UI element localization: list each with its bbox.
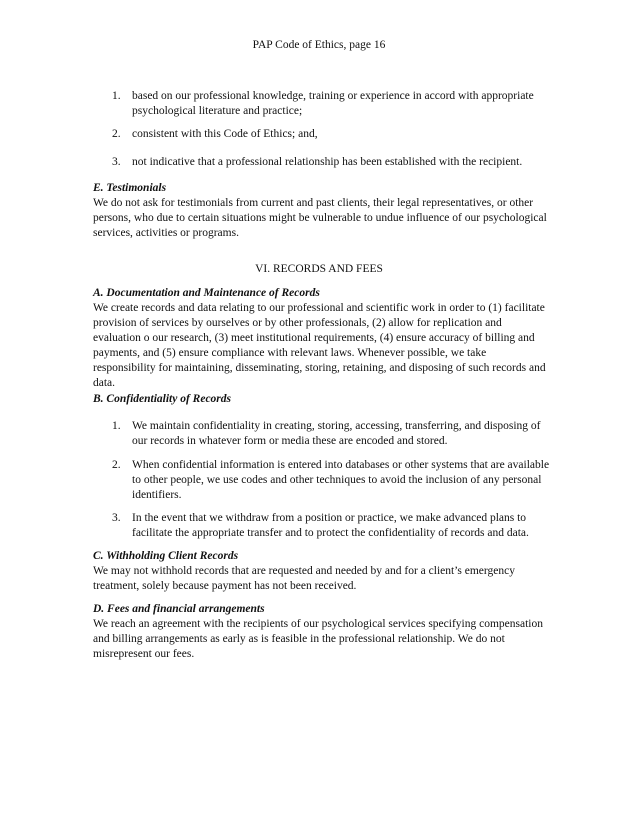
list-text: In the event that we withdraw from a position or practice, we make advanced plans to facilitate the appropriate transfer and to protect the confidentiality of records and data. — [132, 512, 529, 539]
section-body: We do not ask for testimonials from current and past clients, their legal representatives, or other persons, who due to certain situations might be vulnerable to undue influence of our psychological services, activities or programs. — [93, 197, 547, 239]
list-text: We maintain confidentiality in creating, storing, accessing, transferring, and disposing of our records in whatever form or media these are encoded and stored. — [132, 420, 541, 447]
withholding-section — [93, 549, 551, 594]
list-text: When confidential information is entered into databases or other systems that are available to other people, we use codes and other techniques to avoid the inclusion of any personal identifiers. — [132, 459, 550, 501]
list-number: 1. — [112, 420, 121, 432]
fees-section — [93, 602, 551, 662]
page-header: PAP Code of Ethics, page 16 — [252, 39, 386, 51]
section-heading: A. Documentation and Maintenance of Records — [93, 287, 320, 299]
list-number: 2. — [112, 128, 121, 140]
section-body: We reach an agreement with the recipients of our psychological services specifying compensation and billing arrangements as early as is feasible in the professional relationship. We do not misrepresent our fees. — [93, 618, 543, 660]
list-number: 3. — [112, 156, 121, 168]
section-heading: B. Confidentiality of Records — [93, 393, 231, 405]
confidentiality-section — [93, 392, 551, 407]
section-heading: E. Testimonials — [93, 182, 167, 194]
list-number: 2. — [112, 459, 121, 471]
testimonials-section — [93, 181, 551, 241]
list-number: 1. — [112, 90, 121, 102]
section-title: VI. RECORDS AND FEES — [255, 263, 383, 275]
list-text: based on our professional knowledge, training or experience in accord with appropriate psychological literature and practice; — [132, 90, 534, 117]
section-heading: D. Fees and financial arrangements — [93, 603, 265, 615]
section-body: We create records and data relating to our professional and scientific work in order to (1) facilitate provision of services by ourselves or by other professionals, (2) allow for replication and evaluation o our research, (3) meet institutional requirements, (4) ensure accuracy of billing and payments, and (5) ensure compliance with relevant laws. Whenever possible, we take responsibility for maintaining, disseminating, storing, retaining, and disposing of such records and data. — [93, 302, 546, 389]
section-body: We may not withhold records that are requested and needed by and for a client’s emergency treatment, solely because payment has not been received. — [93, 565, 515, 592]
section-heading: C. Withholding Client Records — [93, 550, 239, 562]
list-text: not indicative that a professional relationship has been established with the recipient. — [132, 156, 523, 168]
list-number: 3. — [112, 512, 121, 524]
list-text: consistent with this Code of Ethics; and, — [132, 128, 318, 140]
documentation-section — [93, 286, 551, 391]
